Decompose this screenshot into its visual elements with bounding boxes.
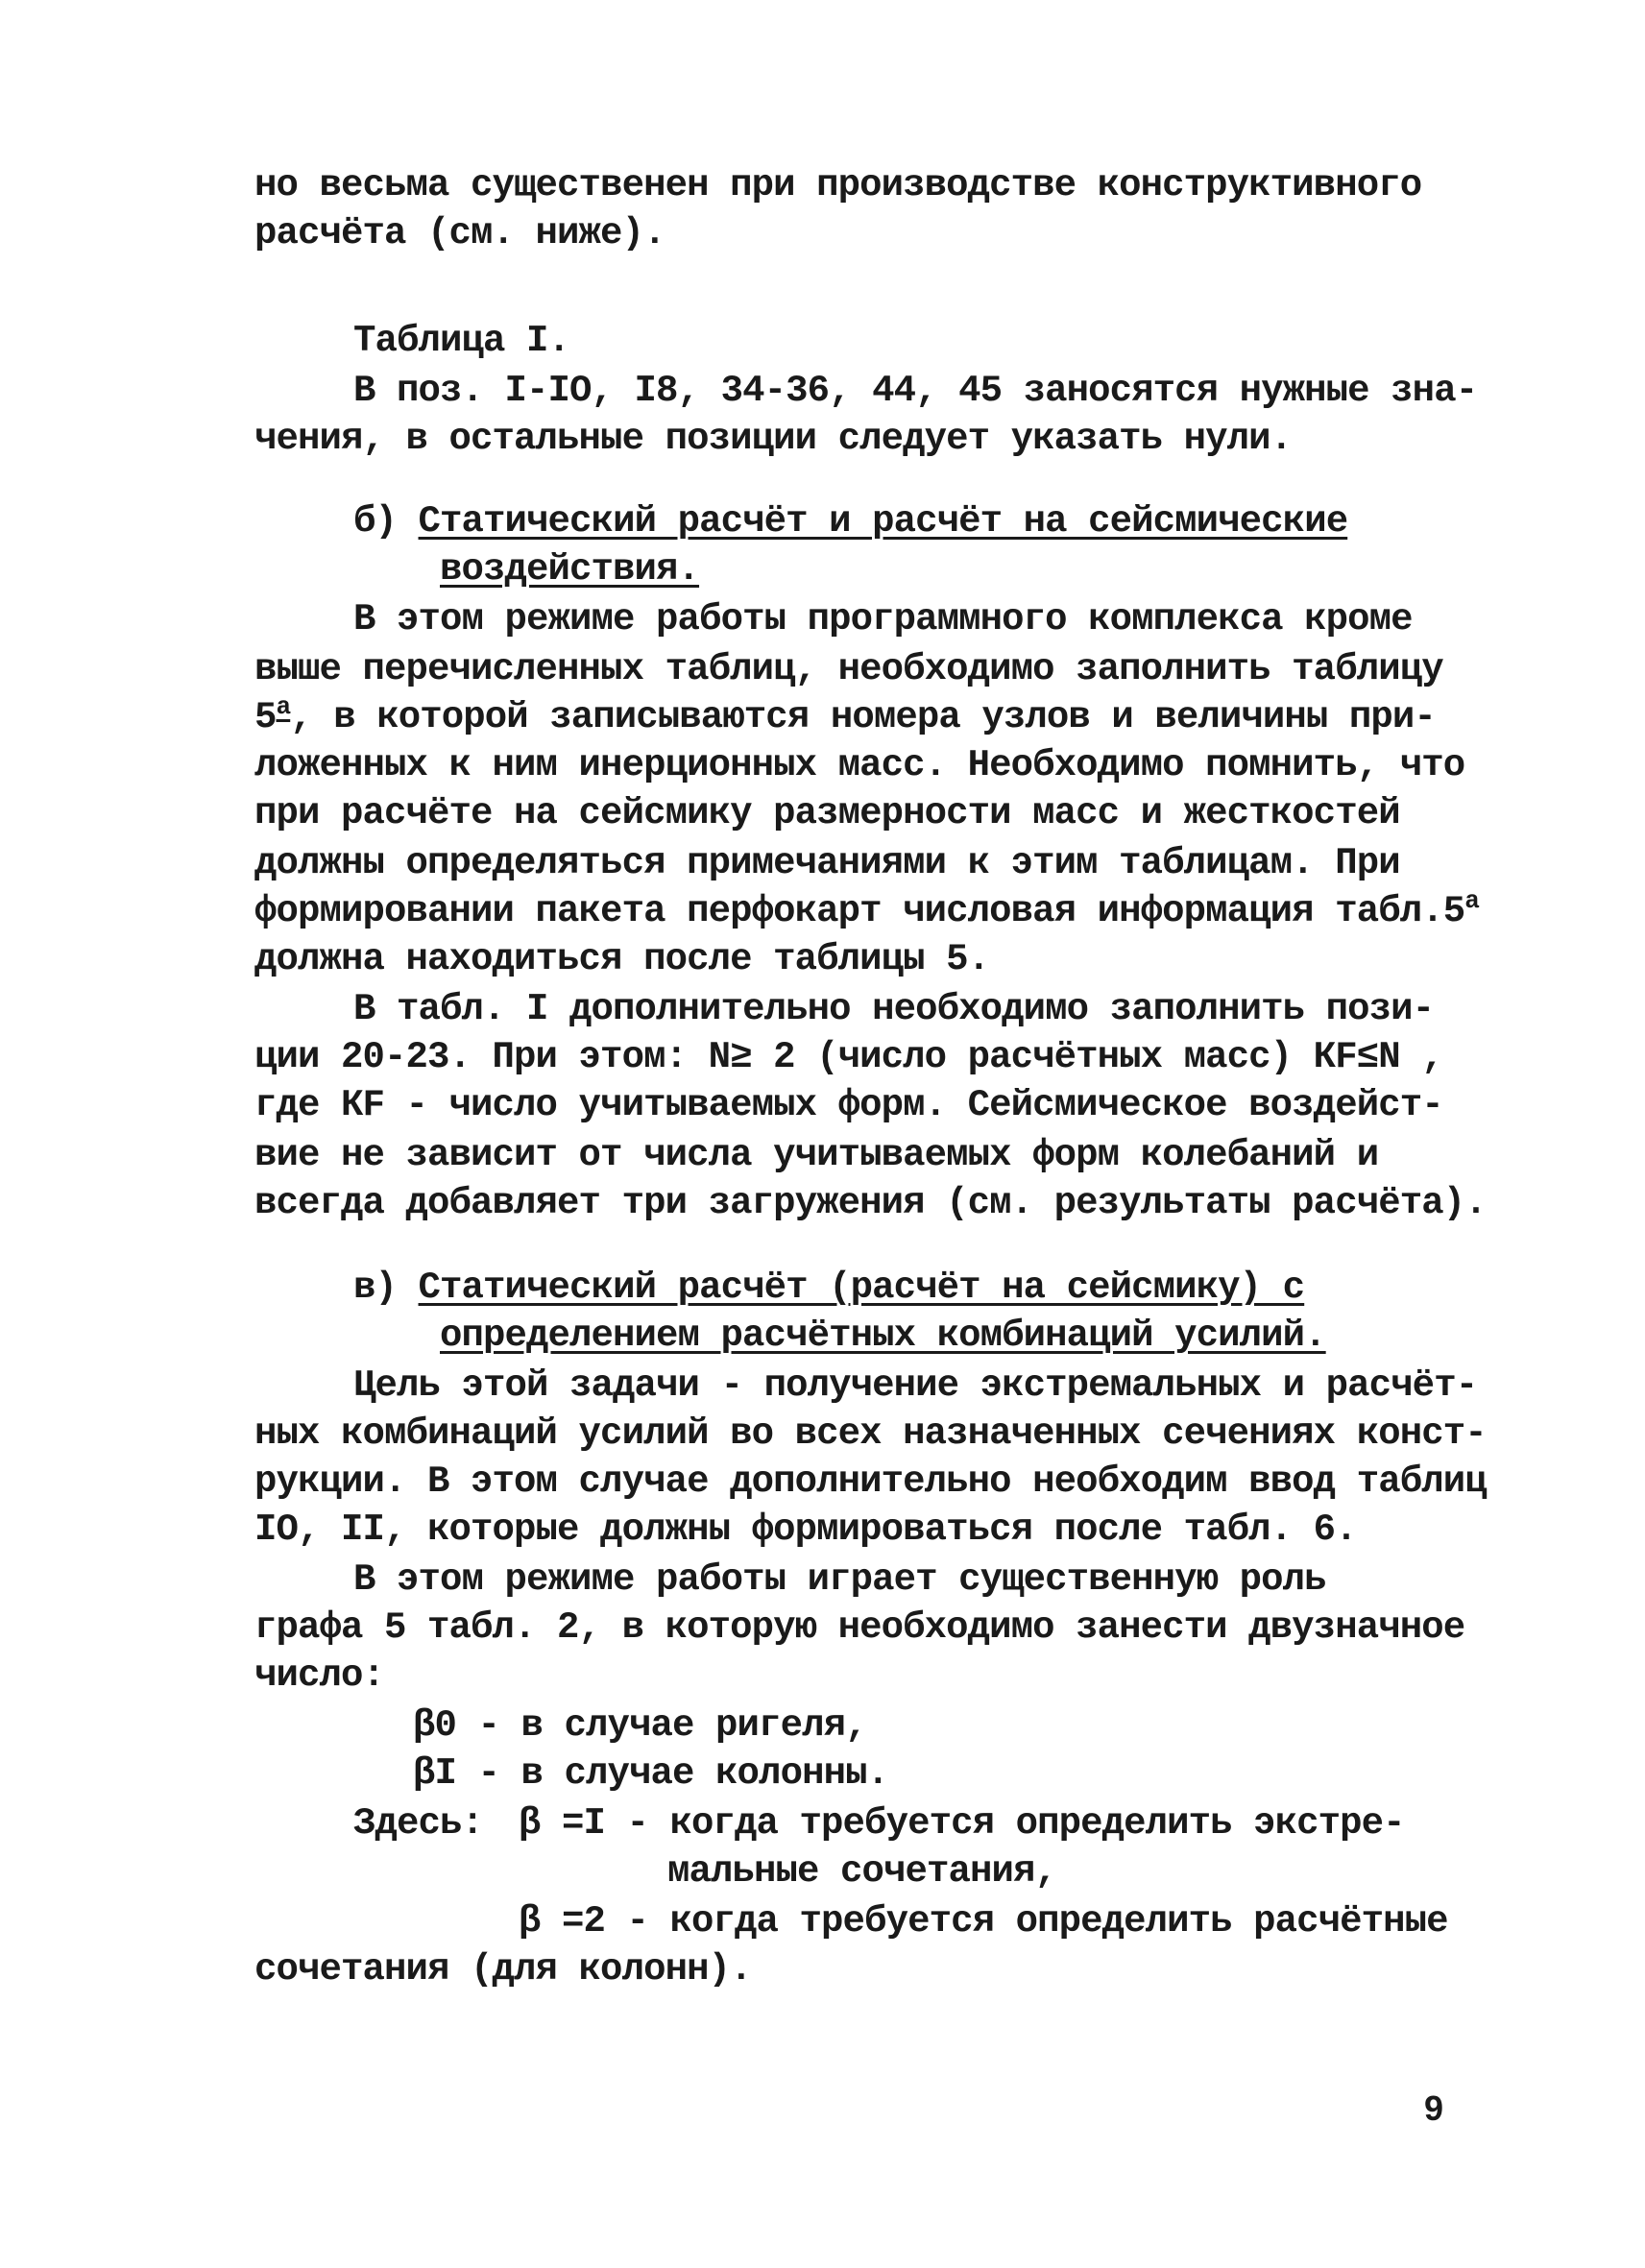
text-line: ложенных к ним инерционных масс. Необходимо помнить, что — [254, 744, 1465, 786]
text-line: всегда добавляет три загружения (см. результаты расчёта). — [254, 1182, 1487, 1224]
text-line: должна находиться после таблицы 5. — [254, 938, 990, 980]
table-number: 5 — [254, 696, 277, 738]
text-line: В этом режиме работы играет существенную роль — [353, 1558, 1326, 1601]
section-title: воздействия. — [440, 548, 700, 591]
section-title-continued — [440, 1312, 1573, 1360]
text-line: выше перечисленных таблиц, необходимо заполнить таблицу — [254, 648, 1443, 690]
text-line: но весьма существенен при производстве конструктивного — [254, 164, 1422, 206]
text-line: число: — [254, 1654, 385, 1697]
text-line: вие не зависит от числа учитываемых форм колебаний и — [254, 1134, 1379, 1176]
text-line: В поз. I-IO, I8, 34-36, 44, 45 заносятся нужные зна- — [353, 370, 1478, 412]
section-heading-v — [353, 1264, 1487, 1312]
formula-line: β =I - когда требуется определить экстре- — [519, 1802, 1405, 1845]
text-line: чения, в остальные позиции следует указать нули. — [254, 418, 1293, 460]
text-line: рукции. В этом случае дополнительно необходим ввод таблиц — [254, 1460, 1487, 1503]
text-run: , в которой записываются номера узлов и величины при- — [290, 696, 1436, 738]
text-line: сочетания (для колонн). — [254, 1948, 752, 1991]
text-line: где КF - число учитываемых форм. Сейсмическое воздейст- — [254, 1084, 1443, 1126]
text-line: ции 20-23. При этом: N≥ 2 (число расчётных масс) КF≤N , — [254, 1036, 1443, 1078]
text-line: расчёта (см. ниже). — [254, 212, 665, 254]
section-title: Статический расчёт и расчёт на сейсмические — [418, 500, 1348, 543]
text-line: Цель этой задачи - получение экстремальных и расчёт- — [353, 1364, 1478, 1407]
section-title: Статический расчёт (расчёт на сейсмику) с — [418, 1267, 1305, 1309]
text-run: формировании пакета перфокарт числовая информация табл.5 — [254, 890, 1465, 932]
section-title: определением расчётных комбинаций усилий. — [440, 1315, 1326, 1357]
section-letter: б) — [353, 500, 398, 543]
page-number: 9 — [1424, 2088, 1444, 2128]
text-line — [254, 886, 1479, 935]
text-line: В табл. I дополнительно необходимо заполнить пози- — [353, 988, 1435, 1030]
text-line: IO, II, которые должны формироваться после табл. 6. — [254, 1508, 1357, 1551]
text-line: графа 5 табл. 2, в которую необходимо занести двузначное — [254, 1606, 1465, 1649]
text-line: должны определяться примечаниями к этим таблицам. При — [254, 842, 1400, 884]
formula-line: β =2 - когда требуется определить расчётные — [519, 1900, 1448, 1942]
superscript: а — [276, 692, 291, 721]
formula-line: βI - в случае колонны. — [413, 1752, 889, 1795]
table-heading: Таблица I. — [353, 320, 570, 362]
text-line: мальные сочетания, — [667, 1850, 1057, 1893]
section-letter: в) — [353, 1267, 398, 1309]
label-here: Здесь: — [353, 1802, 484, 1845]
formula-line: β0 - в случае ригеля, — [413, 1704, 867, 1747]
text-line: ных комбинаций усилий во всех назначенных сечениях конст- — [254, 1412, 1487, 1455]
section-heading-b — [353, 497, 1487, 545]
superscript: а — [1464, 886, 1479, 915]
text-line: В этом режиме работы программного комплекса кроме — [353, 598, 1413, 640]
text-line — [254, 692, 1436, 741]
text-line: при расчёте на сейсмику размерности масс и жесткостей — [254, 792, 1400, 834]
section-title-continued — [440, 545, 1573, 593]
